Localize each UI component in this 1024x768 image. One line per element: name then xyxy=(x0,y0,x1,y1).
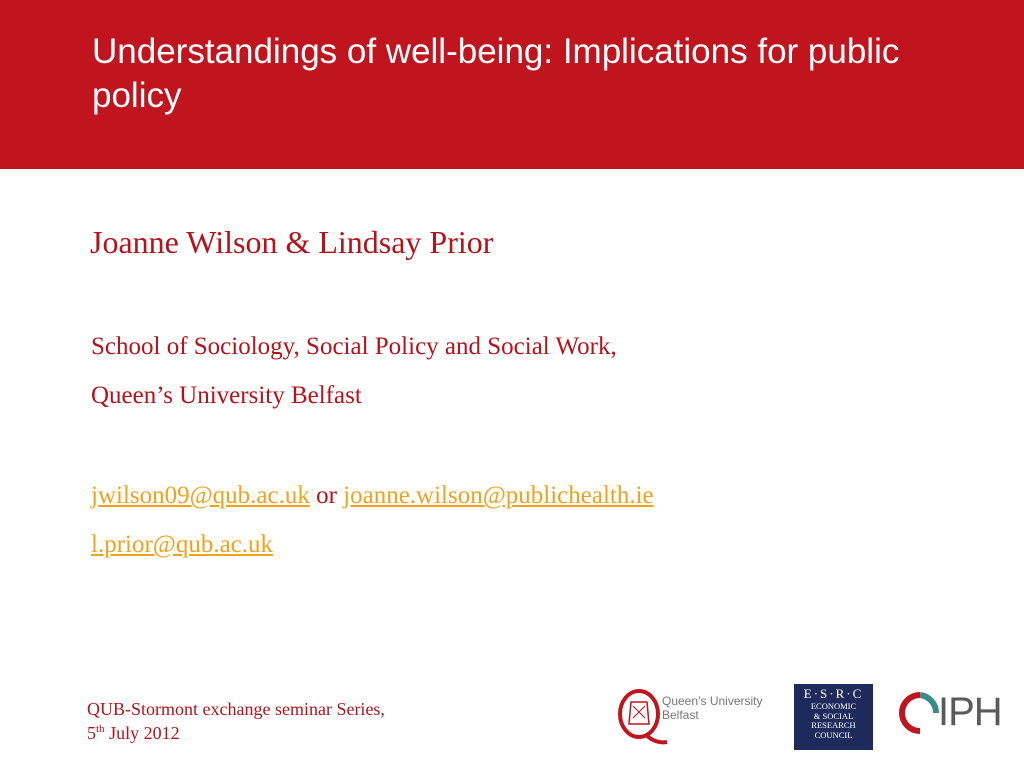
qub-name-line1: Queen’s University xyxy=(662,694,763,708)
iph-logo-text: IPH xyxy=(938,690,1002,734)
esrc-line-2: & SOCIAL xyxy=(813,710,854,721)
affiliation-line-1: School of Sociology, Social Policy and Social Work, xyxy=(91,333,617,360)
email-link-lprior[interactable]: l.prior@qub.ac.uk xyxy=(91,531,274,558)
footer-date xyxy=(87,723,180,744)
email-line xyxy=(91,482,654,510)
qub-logo-text xyxy=(662,694,763,722)
esrc-line-4: COUNCIL xyxy=(814,729,853,740)
email-link-publichealth[interactable]: joanne.wilson@publichealth.ie xyxy=(343,482,654,509)
esrc-line-1: ECONOMIC xyxy=(810,701,857,711)
affiliation-line-2: Queen’s University Belfast xyxy=(91,382,362,409)
email-link-jwilson[interactable]: jwilson09@qub.ac.uk xyxy=(91,482,310,509)
authors: Joanne Wilson & Lindsay Prior xyxy=(90,224,494,260)
esrc-line-3: RESEARCH xyxy=(811,720,856,730)
esrc-logo xyxy=(794,684,873,750)
footer-series: QUB-Stormont exchange seminar Series, xyxy=(87,699,385,719)
email-separator: or xyxy=(309,482,344,509)
esrc-acronym: E·S·R·C xyxy=(803,686,864,701)
email-line-2 xyxy=(91,531,273,559)
footer-day-suffix: th xyxy=(96,723,105,735)
footer-date-rest: July 2012 xyxy=(104,723,180,743)
qub-name-line2: Belfast xyxy=(662,708,699,722)
slide-title: Understandings of well-being: Implications for public policy xyxy=(92,32,900,115)
footer-day: 5 xyxy=(87,723,96,743)
